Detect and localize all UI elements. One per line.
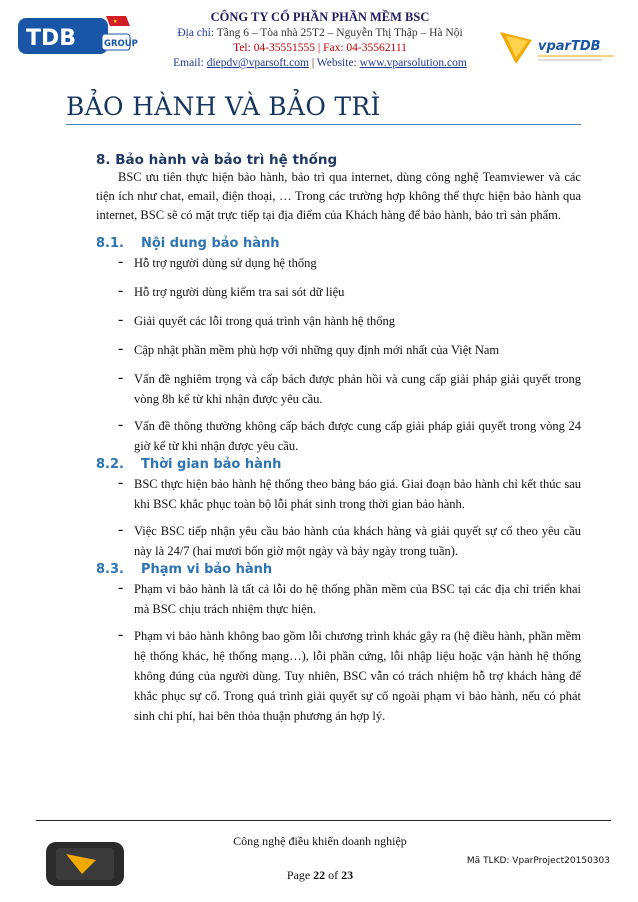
email-link[interactable]: diepdv@vparsoft.com <box>206 57 309 69</box>
title-divider <box>66 124 581 125</box>
tdb-group-logo <box>18 14 138 58</box>
vpartdb-logo <box>498 24 618 66</box>
phone-graphic <box>36 820 146 890</box>
logo-left-text: TDB <box>26 26 77 51</box>
footer-code: Mã TLKD: VparProject20150303 <box>466 856 610 866</box>
logo-right-text: vparTDB <box>538 39 601 54</box>
subsection-heading-8-1: 8.1. Nội dung bảo hành <box>96 236 280 251</box>
subsection-heading-8-3: 8.3. Phạm vi bảo hành <box>96 562 273 577</box>
footer-tagline: Công nghệ điều khiển doanh nghiệp <box>233 834 407 848</box>
company-address: Địa chỉ: Tầng 6 – Tòa nhà 25T2 – Nguyễn Thị Thập – Hà Nội <box>177 27 463 39</box>
company-phone: Tel: 04-35551555 | Fax: 04-35562111 <box>233 42 407 54</box>
page-title: BẢO HÀNH VÀ BẢO TRÌ <box>66 92 381 121</box>
website-link[interactable]: www.vparsolution.com <box>359 57 467 69</box>
section-heading: 8. Bảo hành và bảo trì hệ thống <box>96 152 338 168</box>
section-intro: BSC ưu tiên thực hiện bảo hành, bảo trì qua internet, dùng công nghệ Teamviewer và các tiện ích như chat, email, điện thoại, … Trong các trường hợp không thể thực hiện bảo hành qua internet, BSC sẽ có mặt trực tiếp tại địa điểm của Khách hàng để bảo hành, bảo trì sản phẩm. <box>96 170 581 222</box>
subsection-heading-8-2: 8.2. Thời gian bảo hành <box>96 457 282 472</box>
logo-left-sub: GROUP <box>104 39 138 49</box>
page-number: Page 22 of 23 <box>286 868 354 882</box>
company-contacts: Email: diepdv@vparsoft.com | Website: www.vparsolution.com <box>173 57 467 69</box>
company-name: CÔNG TY CỔ PHẦN PHẦN MỀM BSC <box>210 10 430 24</box>
